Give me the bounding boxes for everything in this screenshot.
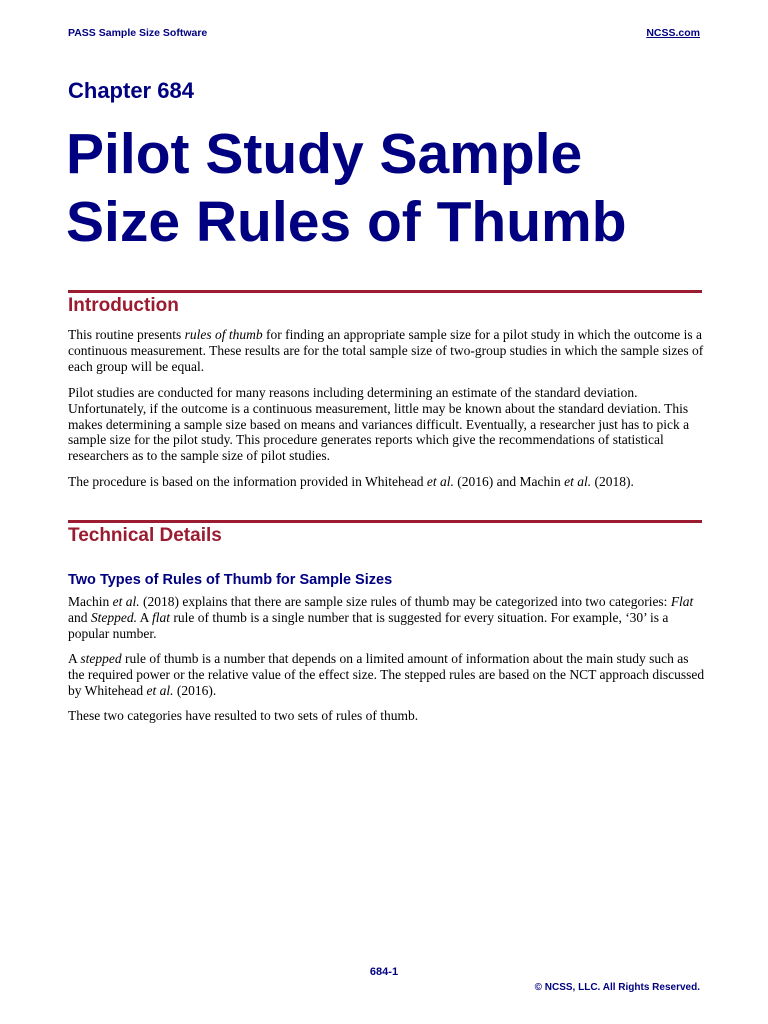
introduction-divider bbox=[68, 290, 702, 293]
technical-details-heading: Technical Details bbox=[68, 525, 222, 546]
introduction-paragraph-3: The procedure is based on the information provided in Whitehead et al. (2016) and Machin et al. (2018). bbox=[68, 474, 634, 489]
header-software-name: PASS Sample Size Software bbox=[68, 27, 208, 39]
copyright-notice: © NCSS, LLC. All Rights Reserved. bbox=[534, 982, 700, 993]
title-line-1: Pilot Study Sample bbox=[66, 122, 583, 186]
rules-of-thumb-subheading: Two Types of Rules of Thumb for Sample Sizes bbox=[68, 572, 393, 588]
page-number: 684-1 bbox=[369, 966, 399, 978]
technical-paragraph-3: These two categories have resulted to two sets of rules of thumb. bbox=[68, 708, 419, 723]
technical-paragraph-2: A stepped rule of thumb is a number that depends on a limited amount of information about the main study such as the required power or the relative value of the effect size. The stepped rules are based on the NCT approach discussed by Whitehead et al. (2016). bbox=[68, 651, 705, 698]
introduction-heading: Introduction bbox=[68, 295, 179, 316]
introduction-paragraph-2: Pilot studies are conducted for many reasons including determining an estimate of the standard deviation. Unfortunately, if the outcome is a continuous measurement, little may be known about the standard deviation. This makes determining a sample size based on means and variances difficult. Eventually, a researcher just has to pick a sample size for the pilot study. This procedure generates reports which give the recommendations of statistical researchers as to the sample size of pilot studies. bbox=[68, 385, 690, 464]
title-line-2: Size Rules of Thumb bbox=[66, 190, 627, 254]
technical-details-divider bbox=[68, 520, 702, 523]
introduction-paragraph-1: This routine presents rules of thumb for finding an appropriate sample size for a pilot study in which the outcome is a continuous measurement. These results are for the total sample size of two-group studies in which the sample sizes of each group will be equal. bbox=[68, 327, 704, 374]
header-ncss-link[interactable]: NCSS.com bbox=[646, 27, 700, 39]
page-title bbox=[66, 120, 627, 256]
technical-paragraph-1: Machin et al. (2018) explains that there are sample size rules of thumb may be categorized into two categories: Flat and Stepped. A flat rule of thumb is a single number that is suggested for every situation. For example, ‘30’ is a popular number. bbox=[68, 594, 694, 641]
chapter-label: Chapter 684 bbox=[68, 78, 194, 103]
